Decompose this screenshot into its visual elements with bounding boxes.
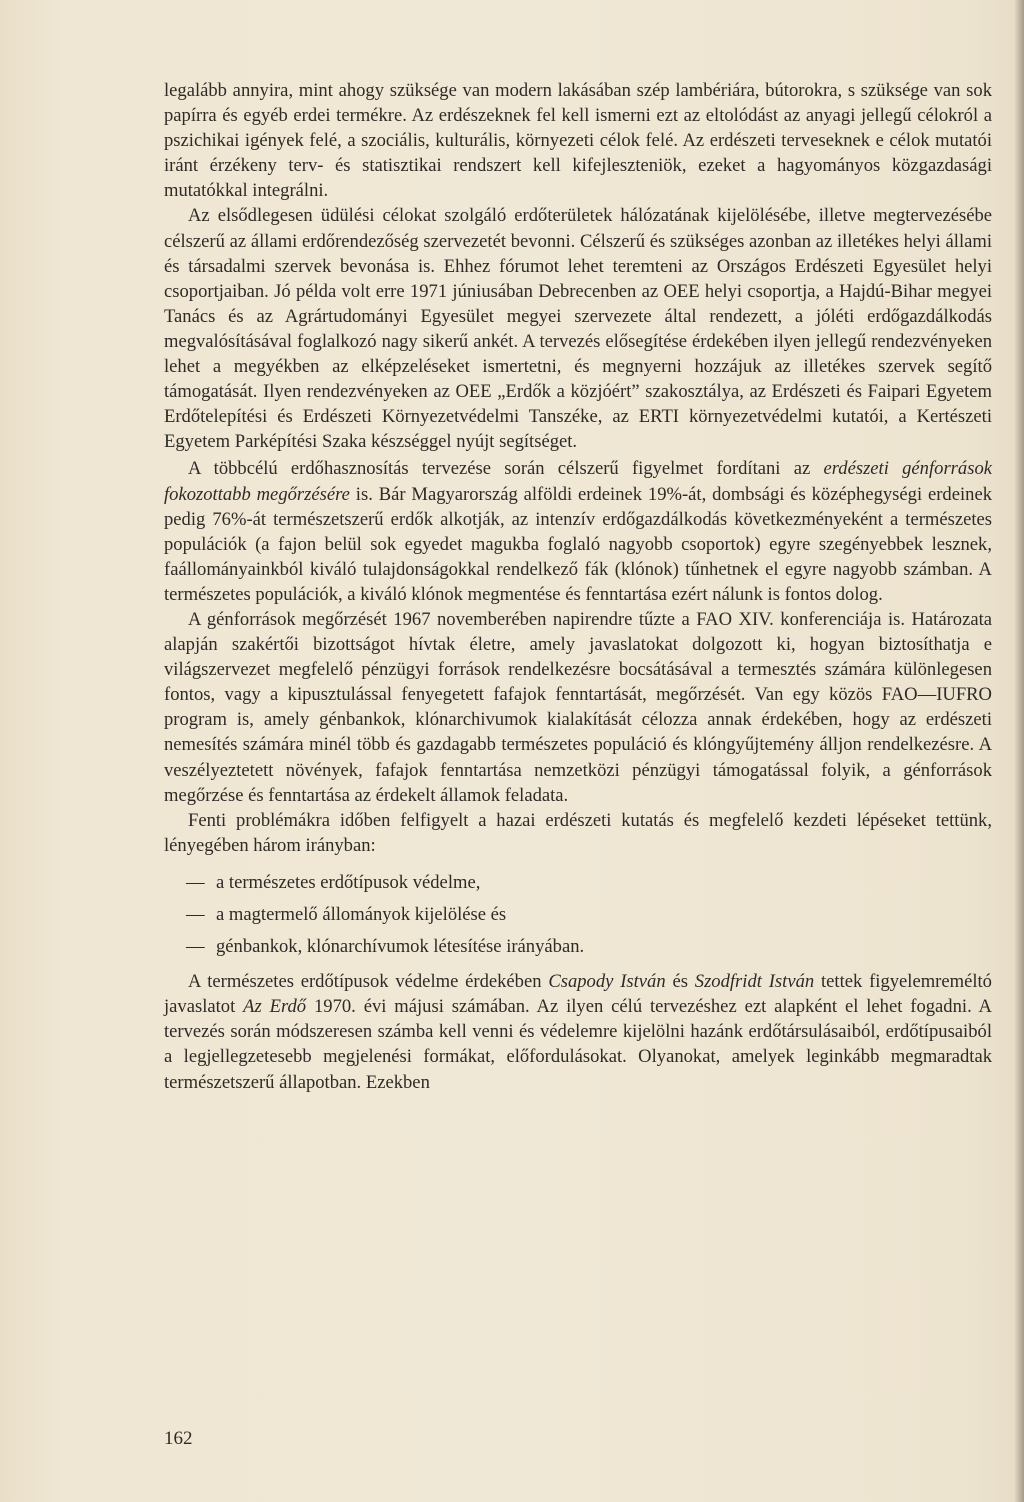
- list-item: [186, 870, 992, 895]
- page-number: 162: [164, 1428, 193, 1449]
- paragraph-3: [164, 456, 992, 607]
- paragraph-6-text-d: 1970. évi májusi számában. Az ilyen célú tervezéshez ezt alapként el lehet fogadni. A tervezés során módszeresen számba kell venni és védelemre kijelölni hazánk erdőtársulásaiból, erdőtípusaiból a legjellegzetesebb megjelenési formákat, előfordulásokat. Olyanokat, amelyek leginkább megmaradtak természetszerű állapotban. Ezekben: [164, 996, 992, 1093]
- list-dash: —: [186, 936, 205, 958]
- page-edge-shadow: [1014, 0, 1024, 1502]
- author-name-1: Csapody István: [548, 971, 666, 993]
- list-item: [186, 934, 992, 959]
- journal-title: Az Erdő: [243, 996, 307, 1018]
- body-text: [164, 78, 992, 1095]
- paragraph-6-text-c: tettek figyelemreméltó javaslatot: [164, 971, 992, 1018]
- list-dash: —: [186, 871, 205, 893]
- paragraph-3-text-b: is. Bár Magyarország alföldi erdeinek 19%-át, dombsági és középhegységi erdeinek pedig 76%-át természetszerű erdők alkotják, az intenzív erdőgazdálkodás következményeként a természetes populációk (a fajon belül sok egyedet magukba foglaló nagyobb csoportok) egyre szegényebbek lesznek, faállományainkból kiváló tulajdonságokkal rendelkező fák (klónok) tűnhetnek el egyre nagyobb számban. A természetes populációk, a kiváló klónok megmentése és fenntartása ezért nálunk is fontos dolog.: [164, 483, 992, 605]
- list-dash: —: [186, 904, 205, 925]
- list-item-text: génbankok, klónarchívumok létesítése irányában.: [216, 936, 585, 958]
- paragraph-1: legalább annyira, mint ahogy szüksége van modern lakásában szép lambériára, bútorokra, s szüksége van sok papírra és egyéb erdei termékre. Az erdészeknek fel kell ismerni ezt az eltolódást az anyagi jellegű célokról a pszichikai igények felé, a szociális, kulturális, környezeti célok felé. Az erdészeti terveseknek e célok mutatói iránt érzékeny terv- és statisztikai rendszert kell kifejleszteniök, ezeket a hagyományos közgazdasági mutatókkal integrálni.: [164, 80, 992, 202]
- paragraph-3-emphasis: erdészeti génforrások fokozottabb megőrzésére: [164, 458, 992, 505]
- paragraph-4: A génforrások megőrzését 1967 novemberében napirendre tűzte a FAO XIV. konferenciája is. Határozata alapján szakértői bizottságot hívtak életre, amely javaslatokat dolgozott ki, hogyan biztosíthatja e világszervezet megfelelő pénzügyi források rendelkezésre bocsátásával a termesztés számára különlegesen fontos, vagy a kipusztulással fenyegetett fafajok fenntartását, megőrzését. Van egy közös FAO—IUFRO program is, amely génbankok, klónarchivumok kialakítását célozza annak érdekében, hogy az erdészeti nemesítés számára minél több és gazdagabb természetes populáció és klóngyűjtemény álljon rendelkezésre. A veszélyeztetett növények, fafajok fenntartása nemzetközi pénzügyi támogatással folyik, a génforrások megőrzése és fenntartása az érdekelt államok feladata.: [164, 608, 992, 806]
- direction-list: [164, 870, 992, 959]
- paragraph-2: Az elsődlegesen üdülési célokat szolgáló erdőterületek hálózatának kijelölésébe, illetve megtervezésébe célszerű az állami erdőrendezőség szervezetét bevonni. Célszerű és szükséges azonban az illetékes helyi állami és társadalmi szervek bevonása is. Ehhez fórumot lehet teremteni az Országos Erdészeti Egyesület helyi csoportjaiban. Jó példa volt erre 1971 júniusában Debrecenben az OEE helyi csoportja, a Hajdú-Bihar megyei Tanács és az Agrártudományi Egyesület megyei szervezete által rendezett, a jóléti erdőgazdálkodás megvalósításával foglalkozó nagy sikerű ankét. A tervezés elősegítése érdekében ilyen jellegű rendezvényeken lehet a megyékben az elképzeléseket ismertetni, és megnyerni hozzájuk az illetékes szervek segítő támogatását. Ilyen rendezvényeken az OEE „Erdők a közjóért” szakosztálya, az Erdészeti és Faipari Egyetem Erdőtelepítési és Erdészeti Környezetvédelmi Tanszéke, az ERTI környezetvédelmi kutatói, a Kertészeti Egyetem Parképítési Szaka készséggel nyújt segítséget.: [164, 205, 992, 453]
- paragraph-5: Fenti problémákra időben felfigyelt a hazai erdészeti kutatás és megfelelő kezdeti lépéseket tettünk, lényegében három irányban:: [164, 809, 992, 856]
- list-item: [186, 902, 992, 927]
- paragraph-6: [164, 969, 992, 1094]
- author-name-2: Szodfridt István: [694, 971, 815, 993]
- list-item-text: a magtermelő állományok kijelölése és: [216, 904, 507, 925]
- paragraph-3-text-a: A többcélú erdőhasznosítás tervezése során célszerű figyelmet fordítani az: [188, 458, 824, 480]
- list-item-text: a természetes erdőtípusok védelme,: [216, 871, 481, 893]
- paragraph-6-text-a: A természetes erdőtípusok védelme érdekében: [188, 971, 549, 993]
- paragraph-6-text-b: és: [665, 971, 695, 993]
